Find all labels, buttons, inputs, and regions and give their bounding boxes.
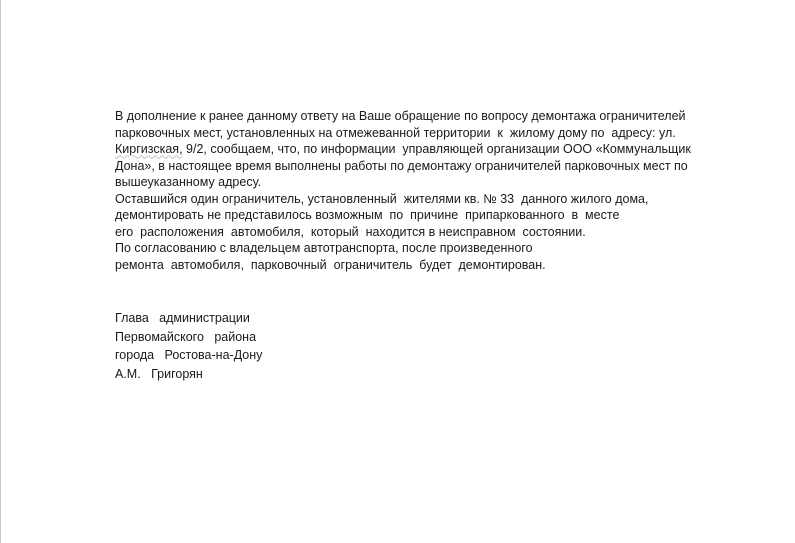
body-line-4: Дона», в настоящее время выполнены работы по демонтажу ограничителей парковочных мест по [115, 158, 688, 173]
body-line-1: В дополнение к ранее данному ответу на Ваше обращение по вопросу демонтажа ограничителей [115, 109, 686, 123]
body-line-6: Оставшийся один ограничитель, установленный жителями кв. № 33 данного жилого дома, [115, 191, 649, 206]
signature-line-4: А.М. Григорян [115, 366, 203, 381]
body-line-7: демонтировать не представилось возможным по причине припаркованного в месте [115, 208, 620, 222]
body-line-3-rest: 9/2, сообщаем, что, по информации управляющей организации ООО «Коммунальщик [186, 142, 691, 156]
street-name: Киргизская, [115, 142, 183, 156]
body-line-5: вышеуказанному адресу. [115, 175, 262, 189]
signature-line-2: Первомайского района [115, 329, 257, 344]
body-line-10: ремонта автомобиля, парковочный ограничитель будет демонтирован. [115, 257, 546, 272]
body-line-3 [115, 141, 755, 158]
body-line-2: парковочных мест, установленных на отмежеванной территории к жилому дому по адресу: ул. [115, 125, 676, 140]
signature-line-1: Глава администрации [115, 311, 250, 325]
body-line-9: По согласованию с владельцем автотранспорта, после произведенного [115, 241, 533, 255]
letter-body [115, 108, 755, 273]
signature-block [115, 309, 262, 383]
body-line-8: его расположения автомобиля, который находится в неисправном состоянии. [115, 224, 586, 239]
signature-line-3: города Ростова-на-Дону [115, 348, 263, 362]
